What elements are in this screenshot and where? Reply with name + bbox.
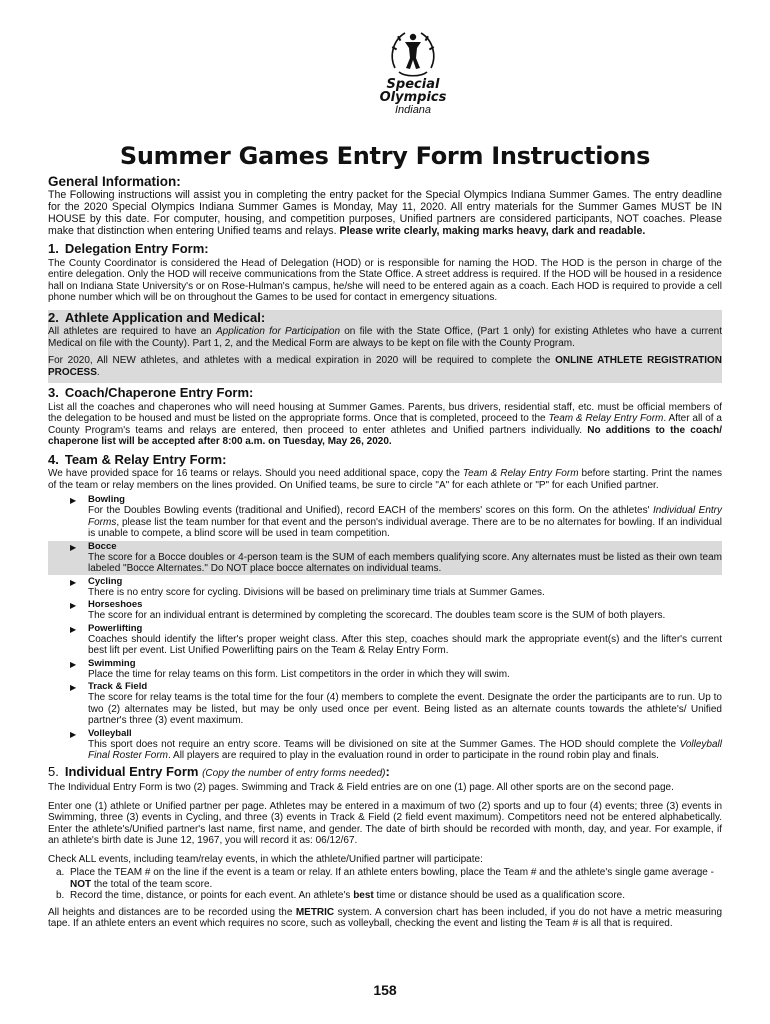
list-item-a [48,867,722,890]
sport-name: Track & Field [88,681,148,693]
section-4-text [48,468,722,491]
section-5-text-4c: system. A conversion chart has been included, if you do not have a metric measuring tape. If an athlete enters an event which requires no score, such as volleyball, checking the event and listing the Team # is all that is required. [48,906,722,930]
arrow-bullet-icon: ▶ [70,601,77,611]
general-information-text [48,189,722,238]
list-item-a-text-2: the total of the team score. [91,878,213,890]
sport-item-track-and-field [48,681,722,727]
special-olympics-emblem-icon [387,28,439,78]
page-number: 158 [373,982,397,998]
section-3-number: 3. [48,385,59,401]
arrow-bullet-icon: ▶ [70,577,77,587]
general-information-heading: General Information: [48,174,181,189]
sport-item-powerlifting [48,623,722,657]
section-3-text-a: List all the coaches and chaperones who will need housing at Summer Games. Parents, bus drivers, residential staff, etc. must be official members of the delegation to be housed and must be listed on the appropriate forms. Once that is completed, proceed to the [48,401,722,425]
section-3-title: Coach/Chaperone Entry Form: [64,385,254,401]
section-3-deadline-emphasis: No additions to the coach/ chaperone list will be accepted after 8:00 a.m. on Tuesday, May 26, 2020. [48,424,722,448]
list-item-b [48,890,722,902]
sport-item-horseshoes [48,599,722,622]
arrow-bullet-icon: ▶ [70,683,77,693]
sport-name: Volleyball [88,727,132,739]
section-2-text-1b: on file with the State Office, (Part 1 only) for existing Athletes who have a current Medical on file with the County). Part 1, 2, and the Medical Form are always to be kept on file with the County Program. [48,326,722,349]
list-item-b-emphasis: best [353,890,374,902]
section-5-note: (Copy the number of entry forms needed) [202,767,386,779]
sport-item-bowling [48,494,722,540]
application-for-participation-ref: Application for Participation [215,326,341,338]
list-item-b-text-2: time or distance should be used as a qualification score. [373,890,626,902]
section-3-text-b: . After all of a County Program's teams and relays are entered, then proceed to enter athletes and Unified partners individually. [48,413,722,436]
section-2-text-1 [48,326,722,349]
section-4-text-b: before starting. Print the names of the team or relay members on the lines provided. On Unified teams, be sure to circle "A" for each athlete or "P" for each Unified partner. [48,468,722,491]
list-item-a-text: Place the TEAM # on the line if the event is a team or relay. If an athlete enters bowling, place the Team # and the athlete's single game average - [70,867,714,879]
list-letter: b. [56,890,65,902]
sport-description-b: , please list the team number for that event and the person's individual average. There are to be no alternates for bowling. If an individual is unable to compete, a blind score will be used in team competition. [88,516,722,540]
special-olympics-logo [348,28,478,116]
sport-item-cycling [48,576,722,599]
section-2-heading [48,309,722,325]
sport-description: The score for an individual entrant is determined by completing the scorecard. The doubles team score is the SUM of both players. [88,610,666,622]
sport-description: Place the time for relay teams on this form. List competitors in the order in which they will swim. [88,668,510,680]
online-registration-emphasis: ONLINE ATHLETE REGISTRATION PROCESS [48,355,722,378]
sport-item-swimming [48,658,722,681]
sport-description-b: . All players are required to play in the evaluation round in order to participate in the round robin play and finals. [168,750,659,762]
section-4-heading [48,451,722,467]
sport-name: Swimming [88,657,136,669]
sport-name: Cycling [88,575,123,587]
section-5-heading [48,763,722,780]
sport-item-volleyball [48,728,722,762]
section-5-text-3: Check ALL events, including team/relay events, in which the athlete/Unified partner will participate: [48,853,483,865]
section-5-text-2: Enter one (1) athlete or Unified partner per page. Athletes may be entered in a maximum of two (2) sports and up to four (4) events; three (3) events in Swimming, three (3) events in Cycling, and three (3) events in Track & Field (2 field event maximum). Competitors need not be entered alphabetically. Enter the athlete's/Unified partner's last name, first name, and gender. The date of birth should be recorded with month, day, and year. For example, if an athlete's birth date is June 12, 1967, you will record it as: 06/12/67. [48,800,722,847]
general-information-body: The Following instructions will assist you in completing the entry packet for the Special Olympics Indiana Summer Games. The entry deadline for the 2020 Special Olympics Indiana Summer Games is Monday, May 11, 2020. All entry materials for the Summer Games MUST be IN HOUSE by this date. For computer, housing, and competition purposes, Unified partners are considered participants, NOT coaches. Please make that distinction when entering Unified teams and relays. [48,188,722,238]
logo-line-olympics: Olympics [379,90,447,105]
arrow-bullet-icon: ▶ [70,542,77,552]
section-5-colon: : [385,763,390,779]
section-2-block [48,310,722,384]
list-item-b-text: Record the time, distance, or points for each event. An athlete's [70,890,354,902]
sport-list [48,494,722,762]
sport-description [70,505,722,540]
section-2-text-2 [48,355,722,378]
sport-description: The score for relay teams is the total time for the four (4) members to complete the event. Designate the order the participants are to run. Up to two (2) alternates may be listed, but may be only used once per event. Being listed as an alternate counts towards the athlete's/ Unified partner's three (3) event maximum. [88,692,722,727]
arrow-bullet-icon: ▶ [70,729,77,739]
section-1-text: The County Coordinator is considered the Head of Delegation (HOD) or is responsible for naming the HOD. The HOD is the person in charge of the entire delegation. Only the HOD will receive communications from the State Office. A street address is required. If the HOD will be housed in a residence hall on Indiana State University's or on Rose-Hulman's campus, he/she will need to be entered again as a coach. Each HOD is required to provide a cell phone number which will be on throughout the Games to be used for contact in emergency situations. [48,257,722,304]
instructions-body [48,176,722,932]
section-2-text-2a: For 2020, All NEW athletes, and athletes with a medical expiration in 2020 will be required to complete the [48,355,556,367]
page-title: Summer Games Entry Form Instructions [119,142,651,170]
section-3-heading [48,387,722,399]
sport-item-bocce [48,541,722,575]
sport-description-form-ref: Volleyball Final Roster Form [88,738,722,762]
arrow-bullet-icon: ▶ [70,659,77,669]
section-3-text [48,402,722,448]
sport-description-a: This sport does not require an entry score. Teams will be divisioned on site at the Summer Games. The HOD should complete the [88,738,680,750]
sport-name: Bowling [88,494,125,506]
logo-line-special: Special [386,77,440,92]
general-information-emphasis: Please write clearly, making marks heavy, dark and readable. [339,225,646,238]
section-1-number: 1. [48,241,59,257]
section-5-text-1: The Individual Entry Form is two (2) pages. Swimming and Track & Field entries are on one (1) page. All other sports are on the second page. [48,782,674,794]
section-5-title: Individual Entry Form [64,763,199,779]
section-4-title: Team & Relay Entry Form: [64,451,227,467]
section-5-number: 5. [48,763,59,779]
sport-description: The score for a Bocce doubles or 4-person team is the SUM of each members qualifying score. Any alternates must be listed as their own team labeled "Bocce Alternates." Do NOT place bocce alternates on individual teams. [88,551,722,575]
arrow-bullet-icon: ▶ [70,624,77,634]
sport-name: Bocce [88,540,117,552]
event-instructions-list [48,867,722,902]
section-4-number: 4. [48,451,59,467]
sport-description: There is no entry score for cycling. Divisions will be based on preliminary time trials at Summer Games. [88,586,545,598]
sport-description-a: For the Doubles Bowling events (traditional and Unified), record EACH of the members' scores on this form. On the athletes' [88,505,653,517]
list-item-a-emphasis: NOT [70,878,92,890]
section-5-text-4a: All heights and distances are to be recorded using the [48,906,296,918]
section-2-text-2c: . [96,366,100,378]
section-5-text-4 [48,907,722,930]
sport-name: Powerlifting [88,622,143,634]
metric-emphasis: METRIC [295,906,335,918]
sport-description: Coaches should identify the lifter's proper weight class. After this step, coaches should mark the appropriate event(s) and the lifter's current best lift per event. List Unified Powerlifting pairs on the Team & Relay Entry Form. [88,633,722,657]
arrow-bullet-icon: ▶ [70,496,77,506]
logo-line-indiana: Indiana [394,104,432,116]
section-1-title: Delegation Entry Form: [64,241,209,257]
sport-description-form-ref: Individual Entry Forms [88,505,723,528]
team-relay-form-ref: Team & Relay Entry Form [548,413,664,425]
sport-description [70,739,722,762]
sport-name: Horseshoes [88,599,143,611]
section-4-text-a: We have provided space for 16 teams or relays. Should you need additional space, copy the [48,468,463,480]
section-1-heading [48,243,722,255]
section-2-title: Athlete Application and Medical: [64,309,266,325]
list-letter: a. [56,867,65,879]
section-2-number: 2. [48,309,59,325]
section-2-text-1a: All athletes are required to have an [48,326,216,338]
team-relay-form-ref-2: Team & Relay Entry Form [462,468,579,480]
